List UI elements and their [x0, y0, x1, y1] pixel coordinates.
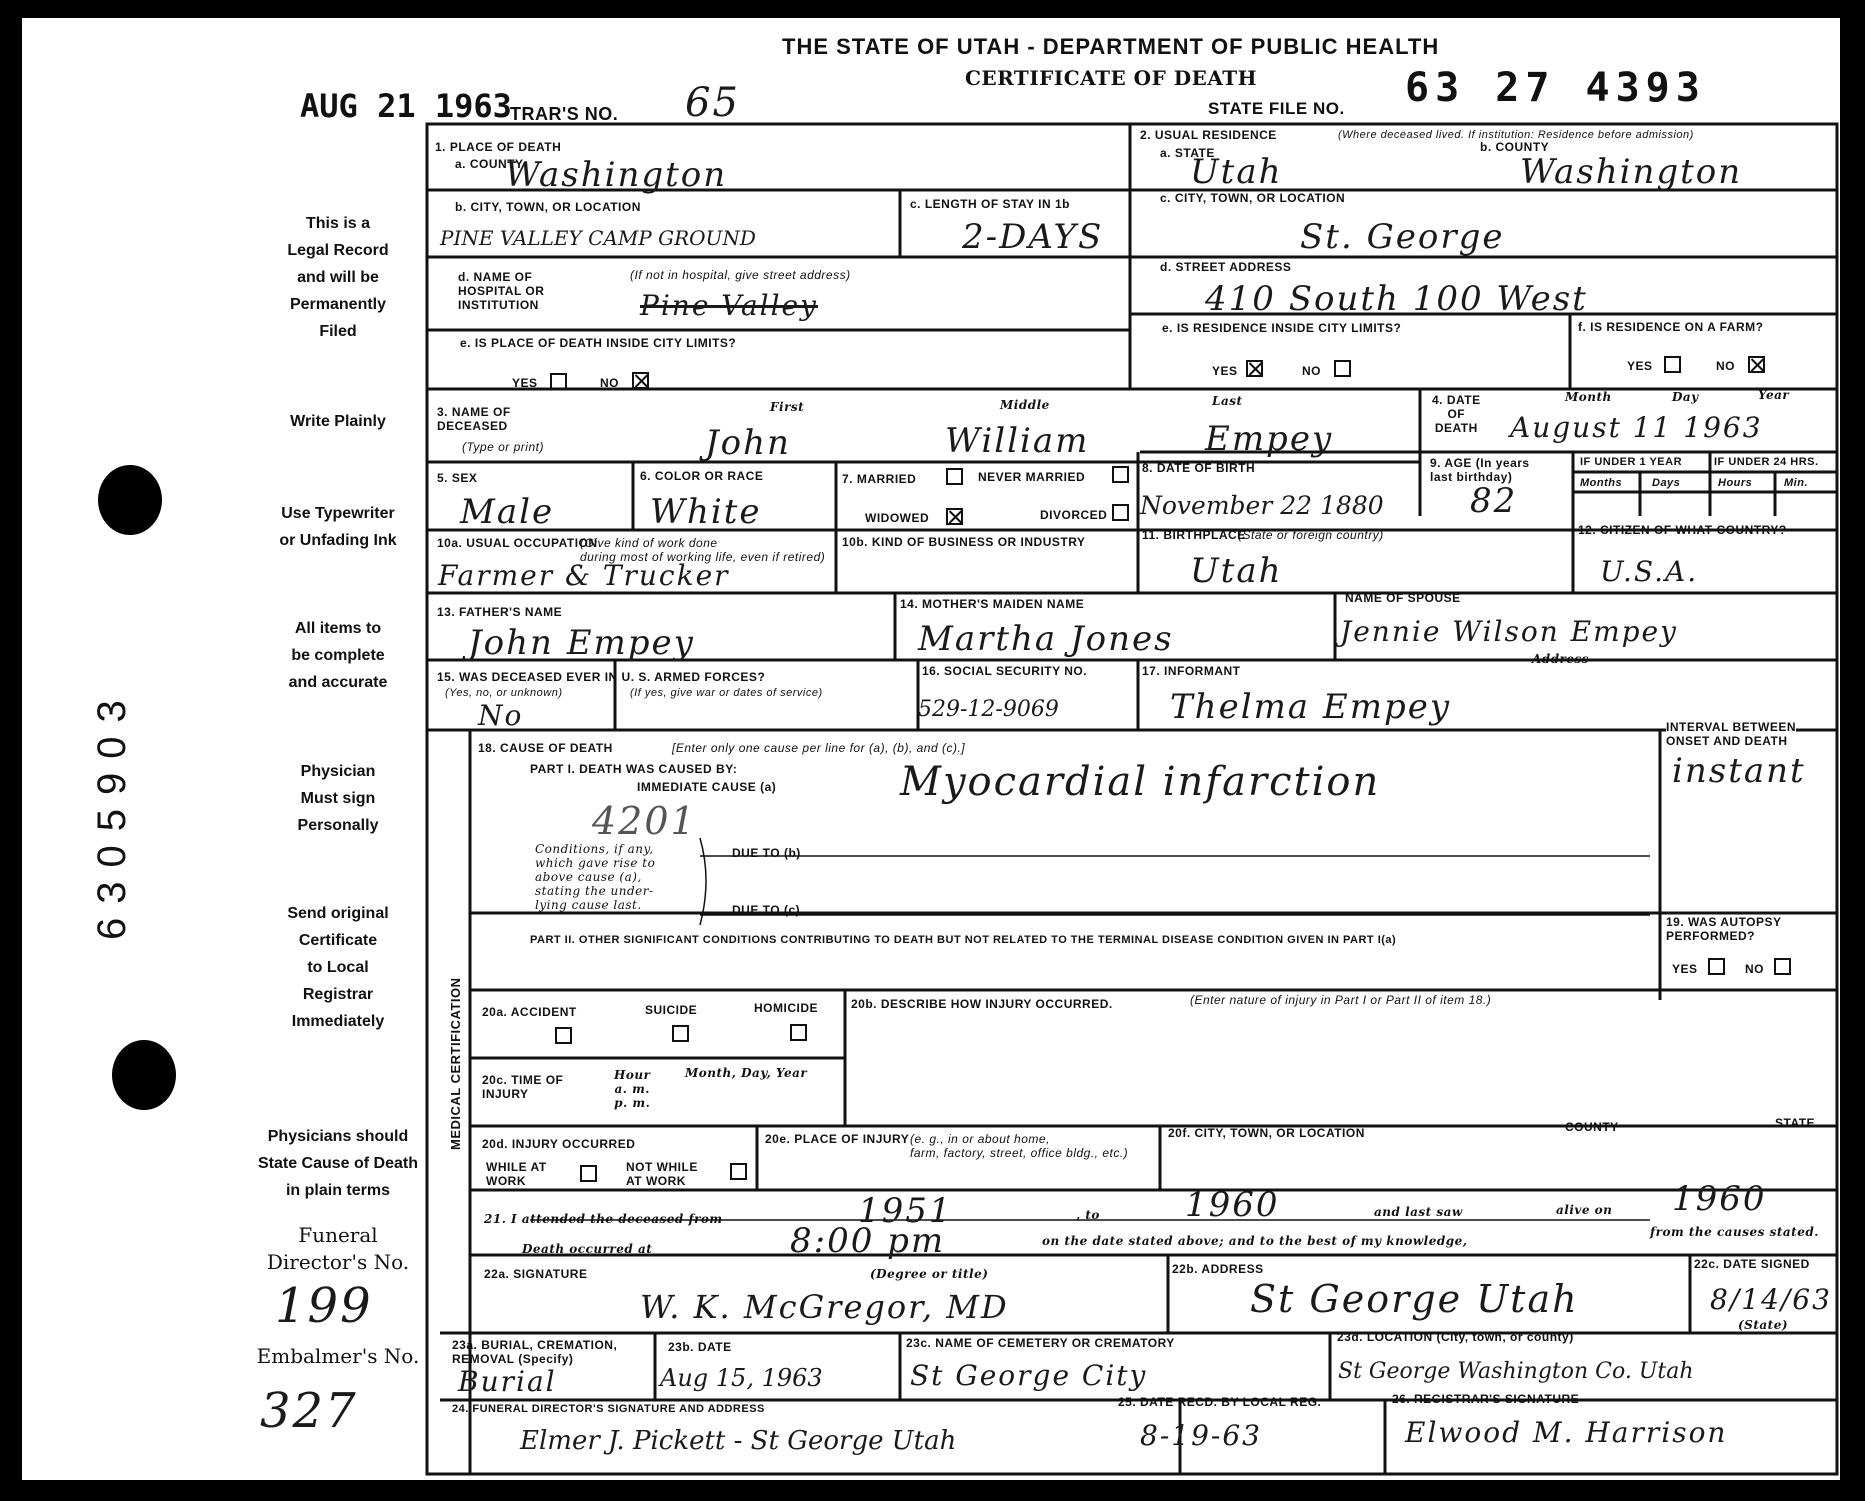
- residence-county-value: Washington: [1520, 152, 1743, 192]
- stay-length-value: 2-DAYS: [962, 217, 1104, 257]
- autopsy-no-checkbox[interactable]: [1774, 958, 1791, 975]
- first-name-label: First: [770, 400, 805, 414]
- due-to-c-label: DUE TO (c): [732, 903, 801, 917]
- never-married-label: NEVER MARRIED: [978, 470, 1086, 484]
- spouse-value: Jennie Wilson Empey: [1340, 615, 1678, 648]
- burial-label: 23a. BURIAL, CREMATION, REMOVAL (Specify): [452, 1338, 618, 1366]
- date-received-value: 8-19-63: [1140, 1419, 1262, 1452]
- vertical-certificate-number: 6305903: [90, 686, 134, 940]
- sex-value: Male: [460, 492, 555, 532]
- due-to-b-label: DUE TO (b): [732, 846, 801, 860]
- autopsy-label: 19. WAS AUTOPSY PERFORMED?: [1666, 915, 1782, 943]
- death-limits-no-checkbox[interactable]: [632, 372, 649, 389]
- attended-label: 21. I attended the deceased from: [484, 1212, 723, 1226]
- residence-limits-yes-checkbox[interactable]: [1246, 360, 1263, 377]
- accident-label: 20a. ACCIDENT: [482, 1005, 577, 1019]
- death-county-value: Washington: [505, 155, 728, 195]
- business-label: 10b. KIND OF BUSINESS OR INDUSTRY: [842, 535, 1086, 549]
- residence-label: 2. USUAL RESIDENCE: [1140, 128, 1277, 142]
- father-label: 13. FATHER'S NAME: [437, 605, 563, 619]
- spouse-label: NAME OF SPOUSE: [1345, 591, 1461, 605]
- burial-date-value: Aug 15, 1963: [660, 1364, 823, 1392]
- months-label: Months: [1580, 477, 1623, 489]
- signature-label: 22a. SIGNATURE: [484, 1267, 588, 1281]
- note-physician-sign: Physician Must sign Personally: [297, 763, 379, 834]
- cause-code: 4201: [592, 799, 697, 843]
- divorced-label: DIVORCED: [1040, 508, 1108, 522]
- last-name-label: Last: [1212, 394, 1243, 408]
- punch-hole-lower: [112, 1040, 176, 1110]
- armed-note-1: (Yes, no, or unknown): [445, 687, 563, 699]
- hour-label: Hour a. m. p. m.: [614, 1068, 651, 1110]
- funeral-director-label: Funeral Director's No.: [266, 1223, 410, 1274]
- mother-label: 14. MOTHER'S MAIDEN NAME: [900, 597, 1085, 611]
- funeral-director-signature-label: 24. FUNERAL DIRECTOR'S SIGNATURE AND ADDRESS: [452, 1403, 765, 1415]
- citizen-value: U.S.A.: [1600, 555, 1699, 588]
- occupation-note: (Give kind of work done during most of working life, even if retired): [580, 536, 826, 564]
- last-name-value: Empey: [1205, 419, 1334, 459]
- embalmer-number: 327: [260, 1383, 358, 1439]
- days-label: Days: [1652, 477, 1681, 489]
- place-of-injury-label: 20e. PLACE OF INJURY: [765, 1132, 910, 1146]
- autopsy-yes-label: YES: [1672, 962, 1698, 976]
- informant-value: Thelma Empey: [1170, 687, 1452, 727]
- stay-length-label: c. LENGTH OF STAY IN 1b: [910, 197, 1070, 211]
- part1-label: PART I. DEATH WAS CAUSED BY:: [530, 762, 738, 776]
- month-day-year-label: Month, Day, Year: [685, 1066, 808, 1080]
- date-signed-value: 8/14/63: [1710, 1283, 1832, 1316]
- medical-certification-vertical: MEDICAL CERTIFICATION: [448, 977, 463, 1150]
- hospital-label: d. NAME OF HOSPITAL OR INSTITUTION: [458, 270, 545, 312]
- registrar-number: 65: [685, 80, 740, 126]
- ssn-label: 16. SOCIAL SECURITY NO.: [922, 664, 1088, 678]
- birthplace-label: 11. BIRTHPLACE: [1142, 528, 1246, 542]
- farm-no-checkbox[interactable]: [1748, 356, 1765, 373]
- color-label: 6. COLOR OR RACE: [640, 469, 764, 483]
- death-date-value: August 11 1963: [1510, 411, 1763, 444]
- accident-checkbox[interactable]: [555, 1027, 572, 1044]
- attended-to-label: , to: [1076, 1208, 1100, 1222]
- street-label: d. STREET ADDRESS: [1160, 260, 1292, 274]
- attended-to-value: 1960: [1185, 1185, 1280, 1225]
- hospital-value: Pine Valley: [640, 289, 818, 322]
- note-cause-plain: Physicians should State Cause of Death in plain terms: [257, 1128, 419, 1199]
- conditions-note: Conditions, if any, which gave rise to above cause (a), stating the under- lying cause last.: [535, 842, 656, 912]
- burial-value: Burial: [458, 1365, 557, 1398]
- color-value: White: [650, 492, 762, 532]
- married-checkbox[interactable]: [946, 468, 963, 485]
- informant-label: 17. INFORMANT: [1142, 664, 1241, 678]
- injury-description-note: (Enter nature of injury in Part I or Part II of item 18.): [1190, 993, 1492, 1007]
- middle-name-label: Middle: [1000, 398, 1050, 412]
- mother-value: Martha Jones: [918, 619, 1174, 659]
- state-file-label: STATE FILE NO.: [1208, 99, 1345, 118]
- residence-state-label: a. STATE: [1160, 146, 1215, 160]
- ssn-value: 529-12-9069: [918, 697, 1059, 722]
- death-limits-yes-label: YES: [512, 376, 538, 390]
- birthplace-value: Utah: [1190, 551, 1283, 591]
- deceased-name-note: (Type or print): [462, 440, 544, 454]
- death-city-label: b. CITY, TOWN, OR LOCATION: [455, 200, 641, 214]
- homicide-label: HOMICIDE: [754, 1001, 818, 1015]
- document-title: CERTIFICATE OF DEATH: [965, 66, 1258, 90]
- residence-limits-no-checkbox[interactable]: [1334, 360, 1351, 377]
- first-name-value: John: [705, 423, 791, 463]
- widowed-checkbox[interactable]: [946, 508, 963, 525]
- farm-no-label: NO: [1716, 359, 1735, 373]
- farm-yes-checkbox[interactable]: [1664, 356, 1681, 373]
- note-legal-record: This is a Legal Record and will be Permanently Filed: [287, 215, 389, 340]
- suicide-checkbox[interactable]: [672, 1025, 689, 1042]
- age-value: 82: [1470, 481, 1518, 521]
- residence-limits-yes-label: YES: [1212, 364, 1238, 378]
- while-work-label: WHILE AT WORK: [486, 1160, 547, 1188]
- injury-state-label: STATE: [1775, 1116, 1816, 1130]
- death-year-label: Year: [1758, 388, 1790, 402]
- alive-on-label: alive on: [1556, 1203, 1613, 1217]
- widowed-label: WIDOWED: [865, 511, 930, 525]
- informant-address-label: Address: [1532, 652, 1590, 666]
- injury-description-label: 20b. DESCRIBE HOW INJURY OCCURRED.: [851, 997, 1113, 1011]
- note-write-plainly: Write Plainly: [290, 413, 386, 430]
- divorced-checkbox[interactable]: [1112, 504, 1129, 521]
- note-complete: All items to be complete and accurate: [288, 620, 388, 691]
- while-work-checkbox[interactable]: [580, 1165, 597, 1182]
- residence-city-label: c. CITY, TOWN, OR LOCATION: [1160, 191, 1346, 205]
- state-file-number: 63 27 4393: [1405, 65, 1706, 111]
- burial-location-value: St George Washington Co. Utah: [1338, 1359, 1694, 1384]
- cemetery-label: 23c. NAME OF CEMETERY OR CREMATORY: [906, 1336, 1175, 1350]
- causes-stated-label: from the causes stated.: [1650, 1225, 1819, 1239]
- death-day-label: Day: [1672, 390, 1699, 404]
- death-limits-yes-checkbox[interactable]: [550, 373, 567, 390]
- injury-county-label: COUNTY: [1565, 1120, 1619, 1134]
- residence-limits-no-label: NO: [1302, 364, 1321, 378]
- death-time-value: 8:00 pm: [790, 1221, 946, 1261]
- immediate-cause-value: Myocardial infarction: [900, 759, 1381, 805]
- birth-date-value: November 22 1880: [1140, 491, 1384, 520]
- place-of-injury-note: (e. g., in or about home, farm, factory, street, office bldg., etc.): [910, 1132, 1129, 1160]
- cause-of-death-label: 18. CAUSE OF DEATH: [478, 741, 613, 755]
- armed-forces-label: 15. WAS DECEASED EVER IN U. S. ARMED FORCES?: [437, 670, 766, 684]
- funeral-director-number: 199: [275, 1278, 373, 1334]
- time-of-injury-label: 20c. TIME OF INJURY: [482, 1073, 564, 1101]
- occupation-label: 10a. USUAL OCCUPATION: [437, 536, 598, 550]
- note-send-original: Send original Certificate to Local Registrar Immediately: [287, 905, 389, 1030]
- date-received-label: 25. DATE RECD. BY LOCAL REG.: [1118, 1395, 1322, 1409]
- injury-occurred-label: 20d. INJURY OCCURRED: [482, 1137, 636, 1151]
- death-date-label: 4. DATE OF DEATH: [1432, 393, 1481, 435]
- residence-note: (Where deceased lived. If institution: Residence before admission): [1338, 129, 1694, 141]
- registrar-signature: Elwood M. Harrison: [1405, 1416, 1728, 1449]
- min-label: Min.: [1784, 477, 1808, 489]
- residence-state-value: Utah: [1190, 152, 1283, 192]
- citizen-label: 12. CITIZEN OF WHAT COUNTRY?: [1578, 523, 1787, 537]
- immediate-cause-label: IMMEDIATE CAUSE (a): [637, 780, 777, 794]
- physician-address-value: St George Utah: [1250, 1277, 1579, 1321]
- state-title: THE STATE OF UTAH - DEPARTMENT OF PUBLIC HEALTH: [782, 34, 1440, 59]
- residence-inside-limits-label: e. IS RESIDENCE INSIDE CITY LIMITS?: [1162, 321, 1402, 335]
- armed-value: No: [478, 699, 524, 732]
- registrar-signature-label: 26. REGISTRAR'S SIGNATURE: [1392, 1392, 1580, 1406]
- birthplace-note: (State or foreign country): [1238, 528, 1384, 542]
- farm-yes-label: YES: [1627, 359, 1653, 373]
- farm-label: f. IS RESIDENCE ON A FARM?: [1578, 320, 1764, 334]
- autopsy-yes-checkbox[interactable]: [1708, 958, 1725, 975]
- never-married-checkbox[interactable]: [1112, 466, 1129, 483]
- interval-value: instant: [1672, 751, 1806, 791]
- part2-label: PART II. OTHER SIGNIFICANT CONDITIONS CONTRIBUTING TO DEATH BUT NOT RELATED TO THE TERMINAL DISEASE CONDITION GIVEN IN PART I(a): [530, 934, 1397, 946]
- death-occurred-label: Death occurred at: [522, 1242, 653, 1256]
- attended-from-value: 1951: [858, 1191, 953, 1231]
- autopsy-no-label: NO: [1745, 962, 1764, 976]
- date-stated-label: on the date stated above; and to the best of my knowledge,: [1042, 1234, 1468, 1248]
- physician-address-label: 22b. ADDRESS: [1172, 1262, 1264, 1276]
- birth-date-label: 8. DATE OF BIRTH: [1142, 461, 1256, 475]
- under-24-label: IF UNDER 24 HRS.: [1714, 456, 1819, 468]
- death-county-label: a. COUNTY: [455, 157, 524, 171]
- death-month-label: Month: [1565, 390, 1612, 404]
- physician-signature: W. K. McGregor, MD: [640, 1288, 1009, 1326]
- registrar-label: TRAR'S NO.: [510, 104, 619, 124]
- married-label: 7. MARRIED: [842, 472, 917, 486]
- place-of-death-label: 1. PLACE OF DEATH: [435, 140, 562, 154]
- armed-note-2: (If yes, give war or dates of service): [630, 687, 823, 699]
- punch-hole-upper: [98, 465, 162, 535]
- state-note: (State): [1738, 1318, 1789, 1332]
- sex-label: 5. SEX: [437, 471, 478, 485]
- occupation-value: Farmer & Trucker: [438, 559, 730, 592]
- under-year-label: IF UNDER 1 YEAR: [1580, 456, 1683, 468]
- death-limits-no-label: NO: [600, 376, 619, 390]
- residence-county-label: b. COUNTY: [1480, 140, 1550, 154]
- note-typewriter: Use Typewriter or Unfading Ink: [279, 505, 397, 549]
- not-while-work-checkbox[interactable]: [730, 1163, 747, 1180]
- deceased-name-label: 3. NAME OF DECEASED: [437, 405, 511, 433]
- street-value: 410 South 100 West: [1205, 279, 1588, 319]
- cemetery-value: St George City: [910, 1359, 1148, 1392]
- received-date-stamp: AUG 21 1963: [300, 87, 512, 125]
- death-city-value: PINE VALLEY CAMP GROUND: [440, 226, 756, 250]
- burial-location-label: 23d. LOCATION (City, town, or county): [1337, 1330, 1574, 1344]
- last-saw-label: and last saw: [1374, 1205, 1463, 1219]
- embalmer-label: Embalmer's No.: [256, 1344, 420, 1368]
- suicide-label: SUICIDE: [645, 1003, 698, 1017]
- degree-label: (Degree or title): [870, 1267, 989, 1281]
- funeral-director-signature: Elmer J. Pickett - St George Utah: [520, 1426, 957, 1456]
- interval-label: INTERVAL BETWEEN ONSET AND DEATH: [1666, 720, 1797, 748]
- burial-date-label: 23b. DATE: [668, 1340, 732, 1354]
- cause-note: [Enter only one cause per line for (a), (b), and (c).]: [672, 741, 966, 755]
- age-label: 9. AGE (In years last birthday): [1430, 456, 1530, 484]
- homicide-checkbox[interactable]: [790, 1024, 807, 1041]
- date-signed-label: 22c. DATE SIGNED: [1694, 1257, 1810, 1271]
- hospital-note: (If not in hospital, give street address): [630, 268, 851, 282]
- hours-label: Hours: [1718, 477, 1753, 489]
- middle-name-value: William: [945, 421, 1090, 461]
- last-saw-value: 1960: [1672, 1179, 1767, 1219]
- death-inside-limits-label: e. IS PLACE OF DEATH INSIDE CITY LIMITS?: [460, 336, 737, 350]
- residence-city-value: St. George: [1300, 217, 1505, 257]
- injury-city-label: 20f. CITY, TOWN, OR LOCATION: [1168, 1126, 1365, 1140]
- not-while-work-label: NOT WHILE AT WORK: [626, 1160, 698, 1188]
- father-value: John Empey: [468, 623, 695, 663]
